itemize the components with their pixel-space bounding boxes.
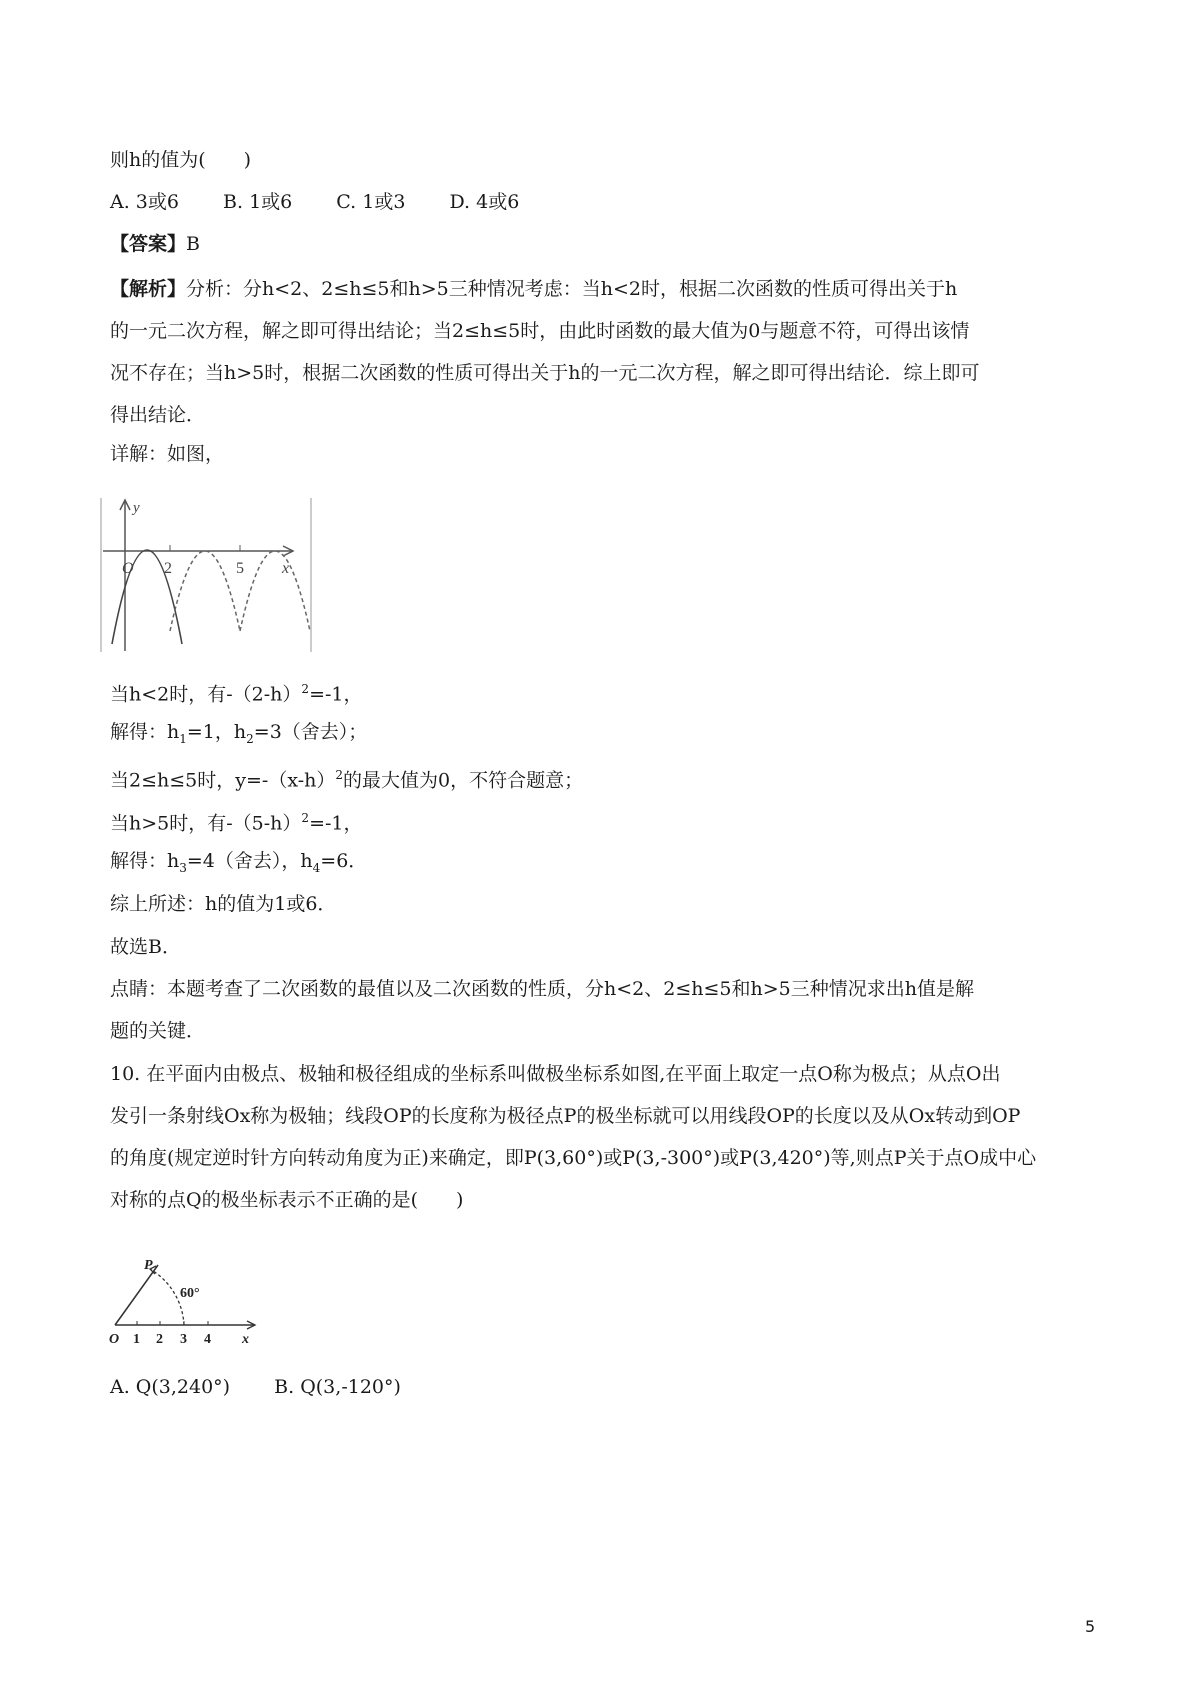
answer-value: B bbox=[186, 233, 200, 255]
question-stem: 则h的值为( ) bbox=[110, 149, 252, 171]
angle-arc bbox=[150, 1269, 184, 1325]
label-x: x bbox=[282, 560, 290, 577]
label-p: P bbox=[144, 1258, 153, 1273]
ray-op bbox=[115, 1265, 158, 1325]
analysis-line: 【解析】分析：分h<2、2≤h≤5和h>5三种情况考虑：当h<2时，根据二次函数的性质可得出关于h bbox=[110, 278, 958, 300]
solution-line: 当h>5时，有$-(5-h)^2=-1$， bbox=[110, 811, 363, 835]
analysis-line: 况不存在；当h>5时，根据二次函数的性质可得出关于h的一元二次方程，解之即可得出结论．综上即可 bbox=[110, 362, 980, 384]
dashed-parabola-right bbox=[240, 551, 310, 631]
conclusion-line: 综上所述：h的值为1或6． bbox=[110, 893, 337, 915]
solution-line: 当2≤h≤5时，$y=-(x-h)^2$的最大值为0，不符合题意； bbox=[110, 768, 584, 792]
label-2: 2 bbox=[156, 1332, 163, 1347]
comment-line: 点睛：本题考查了二次函数的最值以及二次函数的性质，分h<2、2≤h≤5和h>5三种情况求出h值是解 bbox=[110, 978, 974, 1000]
label-3: 3 bbox=[180, 1332, 187, 1347]
question-line: 10. 在平面内由极点、极轴和极径组成的坐标系叫做极坐标系如图,在平面上取定一点O称为极点；从点O出 bbox=[110, 1063, 1001, 1085]
option-c: C. 1或3 bbox=[336, 191, 406, 213]
comment-block bbox=[110, 968, 1100, 1052]
label-origin: O bbox=[109, 1332, 120, 1347]
analysis-line: 的一元二次方程，解之即可得出结论；当2≤h≤5时，由此时函数的最大值为0与题意不符，可得出该情 bbox=[110, 320, 970, 342]
choice-line: 故选B． bbox=[110, 936, 181, 958]
answer-line bbox=[110, 231, 200, 257]
question-line: 对称的点Q的极坐标表示不正确的是( ) bbox=[110, 1189, 464, 1211]
label-2: 2 bbox=[164, 560, 172, 577]
option-a: A. Q(3,240°) bbox=[110, 1376, 231, 1398]
option-b: B. 1或6 bbox=[223, 191, 293, 213]
polar-figure bbox=[100, 1252, 270, 1347]
solution-line: 解得：$h_3=4$（舍去），$h_4=6$． bbox=[110, 850, 368, 875]
option-d: D. 4或6 bbox=[449, 191, 520, 213]
analysis-tag: 【解析】 bbox=[110, 278, 187, 300]
question-10-stem bbox=[110, 1053, 1100, 1221]
detail-heading: 详解：如图， bbox=[110, 443, 225, 465]
answer-tag: 【答案】 bbox=[110, 233, 187, 255]
comment-line: 题的关键． bbox=[110, 1020, 206, 1042]
option-a: A. 3或6 bbox=[110, 191, 179, 213]
label-y: y bbox=[133, 500, 140, 516]
label-4: 4 bbox=[204, 1332, 211, 1347]
label-x: x bbox=[242, 1332, 249, 1347]
question-line: 发引一条射线Ox称为极轴；线段OP的长度称为极径点P的极坐标就可以用线段OP的长度以及从Ox转动到OP bbox=[110, 1105, 1021, 1127]
parabola-figure bbox=[100, 496, 320, 656]
answer-options bbox=[110, 1374, 439, 1400]
analysis-line: 得出结论． bbox=[110, 404, 206, 426]
option-b: B. Q(3,-120°) bbox=[274, 1376, 401, 1398]
label-1: 1 bbox=[133, 1332, 140, 1347]
analysis-block bbox=[110, 268, 1100, 436]
label-60-degrees: 60° bbox=[180, 1286, 200, 1301]
solution-line: 当h<2时，有$-(2-h)^2=-1$， bbox=[110, 682, 363, 706]
label-origin: O bbox=[122, 560, 134, 577]
dashed-parabola-middle bbox=[170, 551, 240, 631]
question-line: 的角度(规定逆时针方向转动角度为正)来确定，即P(3,60°)或P(3,-300°)或P(3,420°)等,则点P关于点O成中心 bbox=[110, 1147, 1037, 1169]
solution-line: 解得：$h_1=1$，$h_2=3$（舍去）； bbox=[110, 721, 368, 746]
answer-options bbox=[110, 189, 557, 215]
label-5: 5 bbox=[236, 560, 244, 577]
page-number: 5 bbox=[1085, 1617, 1096, 1636]
